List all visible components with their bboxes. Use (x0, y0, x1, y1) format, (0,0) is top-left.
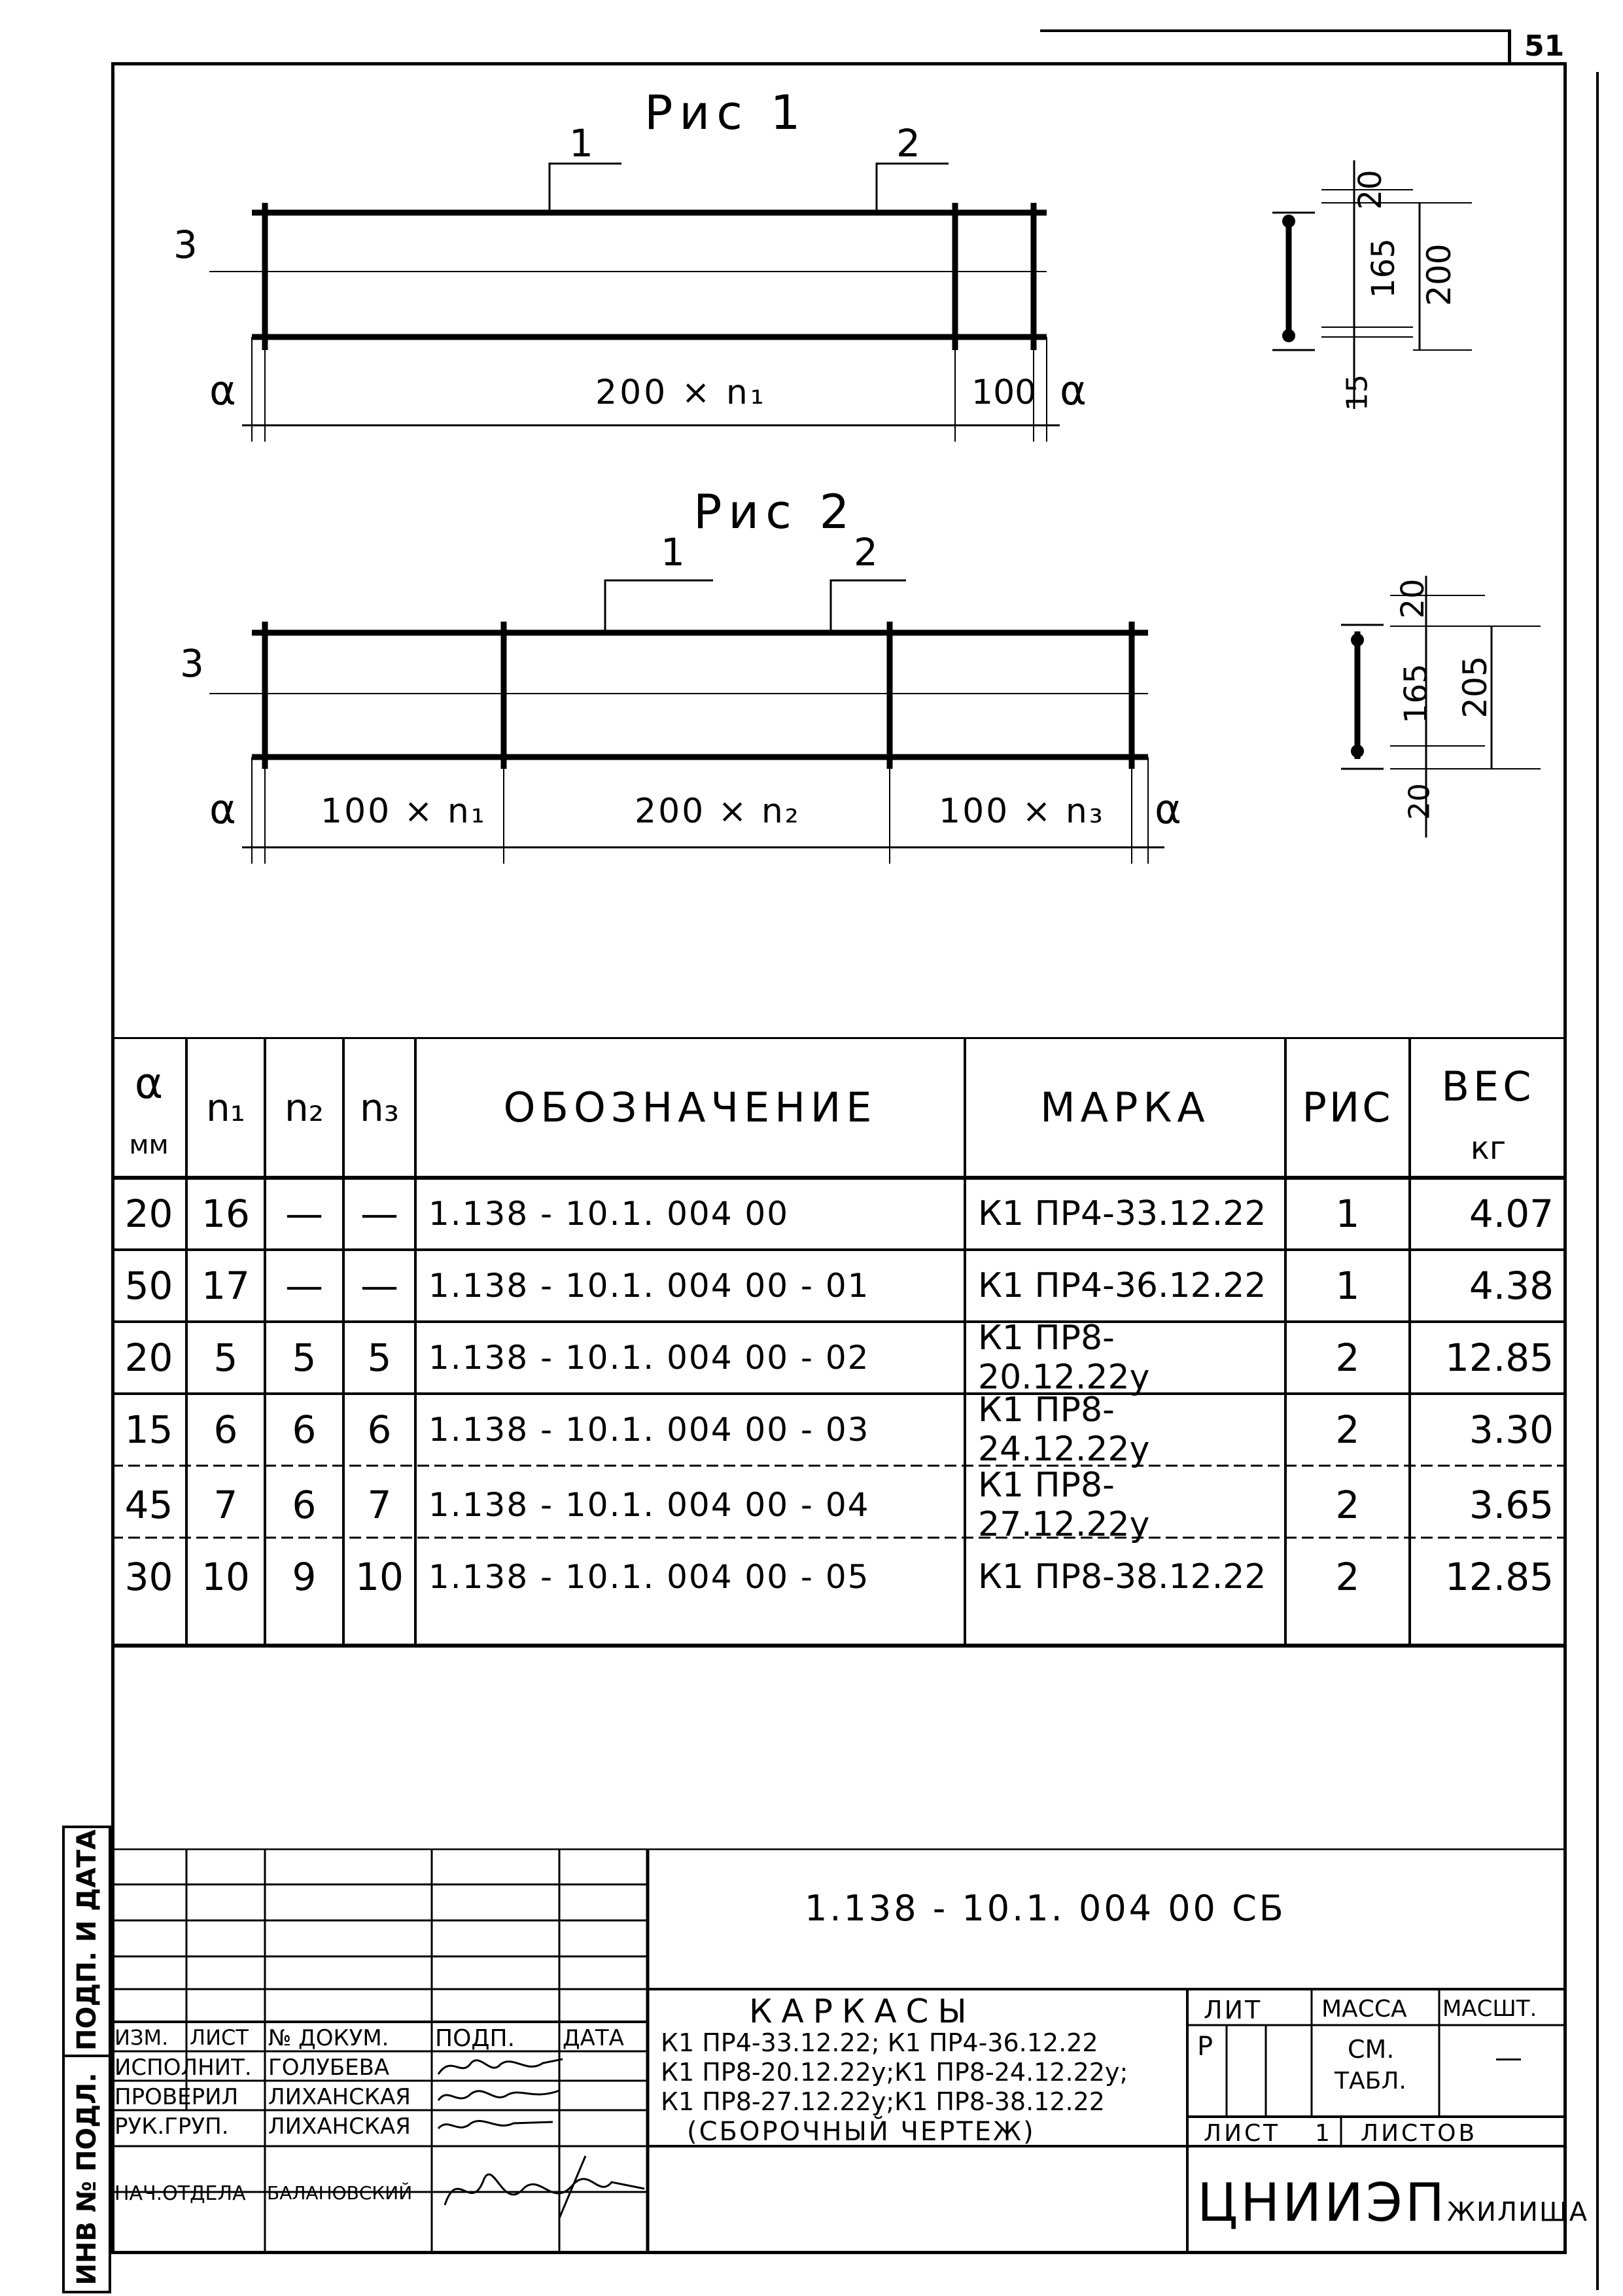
side-label-sign-date: ПОДП. И ДАТА (72, 1829, 102, 2051)
table-cell-designation: 1.138 - 10.1. 004 00 - 03 (428, 1411, 870, 1449)
tb-role-4: НАЧ.ОТДЕЛА (114, 2182, 246, 2205)
table-cell-a: 30 (124, 1555, 173, 1599)
th-weight (1410, 1047, 1567, 1125)
th-n2 (265, 1037, 343, 1178)
fig1-title: Рис 1 (644, 85, 807, 140)
table-cell-a: 20 (124, 1192, 173, 1236)
tb-sheets-label: ЛИСТОВ (1361, 2120, 1478, 2147)
table-cell-n3: 5 (367, 1335, 392, 1380)
tb-lit-label: ЛИТ (1204, 1996, 1263, 2024)
fig1-section-bottom: 15 (1340, 374, 1374, 411)
table-cell-n1: 7 (213, 1483, 238, 1527)
table-cell-weight: 3.30 (1469, 1407, 1554, 1452)
th-n2-label: n₂ (284, 1085, 324, 1130)
table-cell-n3: 6 (367, 1407, 392, 1452)
tb-role-2: ПРОВЕРИЛ (114, 2084, 239, 2110)
fig1-callout-2: 2 (896, 121, 920, 166)
tb-organization-name: ЦНИИЭП (1197, 2172, 1447, 2233)
fig2-section-bottom: 20 (1403, 783, 1437, 820)
fig2-callout-1-leader (605, 580, 713, 633)
table-cell-n2: — (285, 1263, 323, 1308)
th-a-label: α (134, 1057, 164, 1108)
table-cell-n3: — (360, 1192, 398, 1236)
fig2-callout-2: 2 (854, 530, 878, 574)
tb-name-4: БАЛАНОВСКИЙ (267, 2182, 413, 2204)
tb-marks-line-2: К1 ПР8-20.12.22у;К1 ПР8-24.12.22у; (661, 2058, 1128, 2087)
tb-mass-label: МАССА (1321, 1996, 1407, 2022)
fig2-dim-mid: 200 × n₂ (635, 792, 801, 831)
fig1-callout-3: 3 (173, 222, 198, 267)
th-n3-label: n₃ (359, 1085, 399, 1130)
tb-name-3: ЛИХАНСКАЯ (268, 2113, 411, 2140)
fig1-dim-a-right: α (1060, 366, 1087, 414)
top-edge-line (1040, 29, 1508, 32)
side-strip-divider (62, 2055, 111, 2057)
fig1-section-dot-bottom (1282, 329, 1295, 342)
table-cell-fig: 2 (1335, 1407, 1360, 1452)
table-cell-a: 20 (124, 1335, 173, 1380)
fig1-dim-main: 200 × n₁ (595, 373, 767, 412)
tb-name-2: ЛИХАНСКАЯ (268, 2084, 411, 2110)
table-cell-weight: 3.65 (1469, 1483, 1554, 1527)
table-cell-n1: 5 (213, 1335, 238, 1380)
table-cell-weight: 4.38 (1469, 1263, 1554, 1308)
th-mark-label: МАРКА (1040, 1084, 1210, 1131)
tb-organization (1197, 2172, 1588, 2233)
table-cell-a: 50 (124, 1263, 173, 1308)
fig1-callout-1: 1 (569, 121, 593, 166)
table-cell-n3: — (360, 1263, 398, 1308)
fig2-dim-left: 100 × n₁ (321, 792, 487, 831)
table-cell-mark: К1 ПР8-24.12.22у (978, 1390, 1150, 1469)
table-cell-n2: 9 (292, 1555, 317, 1599)
table-cell-n1: 6 (213, 1407, 238, 1452)
sheet-number: 51 (1524, 29, 1565, 63)
fig1-dim-a-left: α (209, 366, 236, 414)
table-cell-mark: К1 ПР4-36.12.22 (978, 1266, 1266, 1305)
table-cell-n2: 6 (292, 1483, 317, 1527)
table-cell-weight: 12.85 (1444, 1555, 1554, 1599)
table-cell-n1: 10 (201, 1555, 250, 1599)
th-a-unit-label: мм (129, 1130, 169, 1160)
table-cell-n1: 16 (201, 1192, 250, 1236)
table-cell-n2: 6 (292, 1407, 317, 1452)
fig2-dim-right: 100 × n₃ (939, 792, 1105, 831)
tb-col-date: ДАТА (563, 2025, 624, 2051)
table-cell-n3: 7 (367, 1483, 392, 1527)
table-cell-n1: 17 (201, 1263, 250, 1308)
right-edge-line (1596, 72, 1599, 2290)
fig1-callout-1-leader (550, 164, 621, 213)
table-cell-a: 45 (124, 1483, 173, 1527)
tb-sheet-label: ЛИСТ (1204, 2120, 1281, 2147)
fig2-section-dot-top (1351, 633, 1364, 646)
tb-title: КАРКАСЫ (749, 1992, 976, 2030)
fig2-section-dot-bottom (1351, 745, 1364, 758)
tb-organization-suffix: ЖИЛИЩА (1446, 2197, 1589, 2227)
table-cell-mark: К1 ПР4-33.12.22 (978, 1194, 1266, 1233)
table-cell-n3: 10 (355, 1555, 404, 1599)
th-weight-label: ВЕС (1441, 1062, 1535, 1110)
fig2-dim-a-left: α (209, 785, 236, 833)
tb-marks-line-3: К1 ПР8-27.12.22у;К1 ПР8-38.12.22 (661, 2087, 1105, 2116)
table-cell-mark: К1 ПР8-27.12.22у (978, 1466, 1150, 1544)
th-fig-label: РИС (1302, 1084, 1393, 1131)
tb-mass-value-1: СМ. (1348, 2035, 1395, 2064)
tb-mass-value-2: ТАБЛ. (1335, 2068, 1406, 2094)
fig2-callout-1: 1 (661, 530, 685, 574)
th-n1 (186, 1037, 265, 1178)
table-cell-designation: 1.138 - 10.1. 004 00 (428, 1195, 790, 1233)
tb-role-3: РУК.ГРУП. (114, 2113, 229, 2140)
th-designation (415, 1037, 965, 1178)
tb-doc-code: 1.138 - 10.1. 004 00 СБ (805, 1888, 1286, 1929)
fig2-section-mid: 165 (1398, 663, 1435, 724)
signature-1 (435, 2051, 566, 2084)
table-cell-fig: 2 (1335, 1335, 1360, 1380)
th-fig (1285, 1037, 1410, 1178)
tb-scale-label: МАСШТ. (1442, 1996, 1537, 2022)
fig2-callout-2-leader (831, 580, 906, 633)
fig2-callout-3: 3 (180, 641, 204, 686)
table-cell-weight: 12.85 (1444, 1335, 1554, 1380)
table-cell-weight: 4.07 (1469, 1192, 1554, 1236)
th-designation-label: ОБОЗНАЧЕНИЕ (503, 1084, 877, 1131)
table-cell-fig: 2 (1335, 1483, 1360, 1527)
table-cell-designation: 1.138 - 10.1. 004 00 - 05 (428, 1558, 870, 1596)
tb-col-izm: ИЗМ. (114, 2025, 169, 2050)
tb-drawing-type: (СБОРОЧНЫЙ ЧЕРТЕЖ) (687, 2117, 1036, 2147)
tb-col-doc: № ДОКУМ. (268, 2025, 389, 2051)
fig2-dim-a-right: α (1155, 785, 1181, 833)
th-a (111, 1044, 186, 1122)
fig1-section-mid: 165 (1365, 238, 1402, 298)
th-mark (965, 1037, 1285, 1178)
tb-role-1: ИСПОЛНИТ. (114, 2055, 252, 2081)
table-cell-fig: 1 (1335, 1192, 1360, 1236)
table-cell-designation: 1.138 - 10.1. 004 00 - 04 (428, 1486, 870, 1524)
fig2-title: Рис 2 (693, 484, 856, 539)
fig1-section-total: 200 (1420, 243, 1458, 306)
th-n3 (343, 1037, 415, 1178)
signature-3 (435, 2110, 566, 2143)
side-label-inv: ИНВ № ПОДЛ. (72, 2072, 102, 2286)
fig2-section-top: 20 (1395, 578, 1431, 619)
table-cell-fig: 1 (1335, 1263, 1360, 1308)
th-weight-unit (1410, 1119, 1567, 1178)
table-cell-n2: 5 (292, 1335, 317, 1380)
fig1-section-dot-top (1282, 215, 1295, 228)
th-weight-unit-label: кг (1470, 1130, 1507, 1167)
fig1-dim-end: 100 (971, 373, 1037, 412)
table-cell-fig: 2 (1335, 1555, 1360, 1599)
tb-name-1: ГОЛУБЕВА (268, 2055, 390, 2081)
tb-marks-line-1: К1 ПР4-33.12.22; К1 ПР4-36.12.22 (661, 2028, 1098, 2057)
signature-2 (435, 2081, 566, 2113)
th-a-unit (111, 1116, 186, 1174)
fig1-section-top: 20 (1352, 169, 1389, 210)
tb-lit-value: Р (1197, 2032, 1213, 2062)
table-cell-a: 15 (124, 1407, 173, 1452)
table-cell-designation: 1.138 - 10.1. 004 00 - 01 (428, 1267, 870, 1305)
table-cell-mark: К1 ПР8-38.12.22 (978, 1557, 1266, 1597)
table-cell-mark: К1 ПР8-20.12.22у (978, 1318, 1150, 1397)
fig1-callout-2-leader (877, 164, 949, 213)
tb-scale-value: — (1495, 2041, 1522, 2074)
tb-sheet-value: 1 (1315, 2120, 1330, 2147)
signature-4 (432, 2153, 648, 2225)
tb-col-list: ЛИСТ (190, 2025, 249, 2050)
tb-col-sign: ПОДП. (435, 2025, 515, 2052)
fig2-section-total: 205 (1456, 656, 1494, 718)
table-cell-n2: — (285, 1192, 323, 1236)
th-n1-label: n₁ (205, 1085, 245, 1130)
table-cell-designation: 1.138 - 10.1. 004 00 - 02 (428, 1339, 870, 1377)
